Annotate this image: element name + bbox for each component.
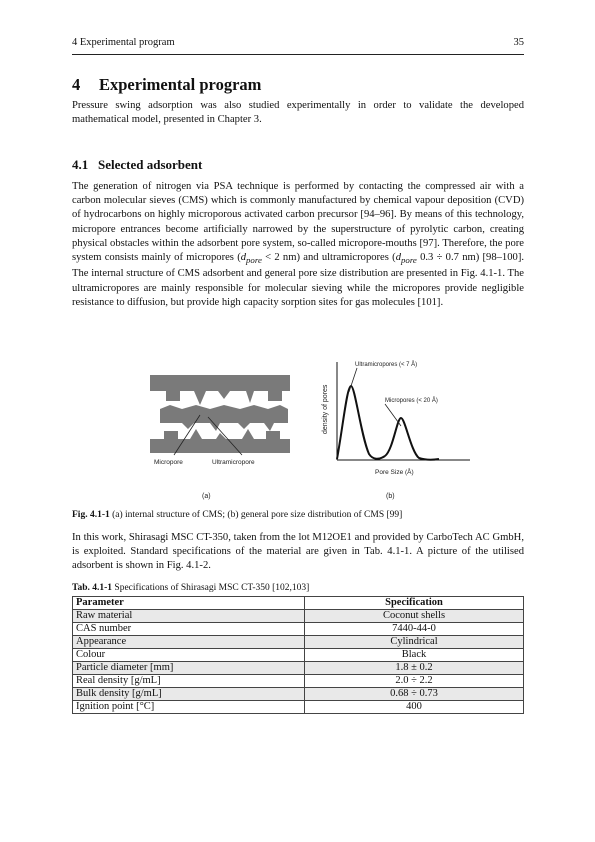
micropore-arrow (385, 404, 401, 426)
table-row (73, 623, 524, 636)
generation-text-3: 0.3 ÷ 0.7 nm) [98–100]. The internal structure of CMS adsorbent and general pore size distribution are presented in Fig. 4.1-1. The ultramicropores are mainly responsible for molecular sieving while the micropores provide negligible resistance to diffusion, but provide high capacity sorption sites for gas molecules [101]. (72, 252, 525, 308)
micropore-label: Micropore (154, 459, 183, 466)
section-heading (72, 157, 202, 173)
header-specification: Specification (305, 597, 524, 610)
generation-paragraph (72, 180, 524, 310)
row-specification: 1.8 ± 0.2 (305, 662, 524, 675)
table-row (73, 636, 524, 649)
generation-text-1: The generation of nitrogen via PSA technique is performed by contacting the compressed air with a carbon molecular sieves (CMS) which is commonly manufactured by chemical vapour deposition (CVD) of hydrocarbons on highly microporous activated carbon precursor [94–96]. By means of this technology, micropore entrances become artificially narrowed by the superstructure of pyrolytic carbon, creating physical obstacles within the adsorbent pore system, so-called micropore-mouths [97]. Therefore, the pore system consists mainly of micropores ( (72, 181, 524, 264)
row-parameter: Particle diameter [mm] (73, 662, 305, 675)
header-parameter: Parameter (73, 597, 305, 610)
d-pore-subscript-2: pore (400, 255, 417, 266)
row-specification: Cylindrical (305, 636, 524, 649)
x-axis-label: Pore Size (Å) (375, 469, 414, 476)
chapter-number: 4 (72, 75, 81, 94)
table-row (73, 662, 524, 675)
y-axis-label: density of pores (322, 384, 329, 434)
row-specification: Coconut shells (305, 610, 524, 623)
upper-carbon-layer (150, 375, 290, 405)
figure-caption-label: Fig. 4.1-1 (72, 510, 110, 520)
chapter-title: Experimental program (99, 75, 262, 94)
lower-carbon-layer (150, 429, 290, 453)
row-specification: Black (305, 649, 524, 662)
row-specification: 2.0 ÷ 2.2 (305, 675, 524, 688)
figure-caption-text: (a) internal structure of CMS; (b) general pore size distribution of CMS [99] (109, 510, 403, 520)
table-header-row (73, 597, 524, 610)
row-specification: 0.68 ÷ 0.73 (305, 688, 524, 701)
row-parameter: CAS number (73, 623, 305, 636)
row-parameter: Bulk density [g/mL] (73, 688, 305, 701)
middle-carbon-layer (160, 405, 288, 431)
table-caption (72, 583, 309, 593)
work-paragraph: In this work, Shirasagi MSC CT-350, taken from the lot M12OE1 and provided by CarboTech AC GmbH, is exploited. Standard specifications of the material are given in Tab. 4.1-1. A picture of the utilised adsorbent is shown in Fig. 4.1-2. (72, 532, 524, 572)
chapter-heading (72, 75, 261, 95)
running-head-title: 4 Experimental program (72, 37, 175, 48)
micropore-annotation: Micropores (< 20 Å) (385, 398, 438, 404)
section-number: 4.1 (72, 157, 89, 172)
row-parameter: Appearance (73, 636, 305, 649)
table-row (73, 675, 524, 688)
table-row (73, 688, 524, 701)
intro-paragraph: Pressure swing adsorption was also studied experimentally in order to validate the developed mathematical model, presented in Chapter 3. (72, 100, 524, 126)
ultramicropore-peak-curve (337, 386, 385, 459)
d-pore-symbol: d (240, 252, 247, 264)
pore-size-distribution-plot (315, 356, 475, 483)
row-parameter: Ignition point [°C] (73, 701, 305, 714)
ultramicropore-annotation: Ultramicropores (< 7 Å) (355, 362, 418, 368)
page-number: 35 (513, 37, 524, 48)
subfigure-label-b: (b) (386, 493, 395, 500)
ultramicropore-label: Ultramicropore (212, 459, 255, 466)
d-pore-symbol-2: d (395, 252, 401, 264)
micropore-peak-curve (385, 418, 439, 460)
row-parameter: Real density [g/mL] (73, 675, 305, 688)
row-parameter: Colour (73, 649, 305, 662)
row-specification: 7440-44-0 (305, 623, 524, 636)
figure-caption (72, 510, 402, 520)
table-row (73, 610, 524, 623)
subfigure-label-a: (a) (202, 493, 211, 500)
row-specification: 400 (305, 701, 524, 714)
section-title: Selected adsorbent (98, 157, 203, 172)
specification-table (72, 596, 524, 714)
table-row (73, 701, 524, 714)
row-parameter: Raw material (73, 610, 305, 623)
cms-structure-diagram (150, 375, 290, 475)
table-row (73, 649, 524, 662)
header-rule (72, 54, 524, 55)
d-pore-subscript: pore (246, 255, 262, 266)
table-caption-label: Tab. 4.1-1 (72, 583, 113, 593)
generation-text-2: < 2 nm) and ultramicropores ( (261, 252, 396, 264)
running-head (72, 37, 524, 51)
table-caption-text: Specifications of Shirasagi MSC CT-350 [102,103] (112, 583, 310, 593)
